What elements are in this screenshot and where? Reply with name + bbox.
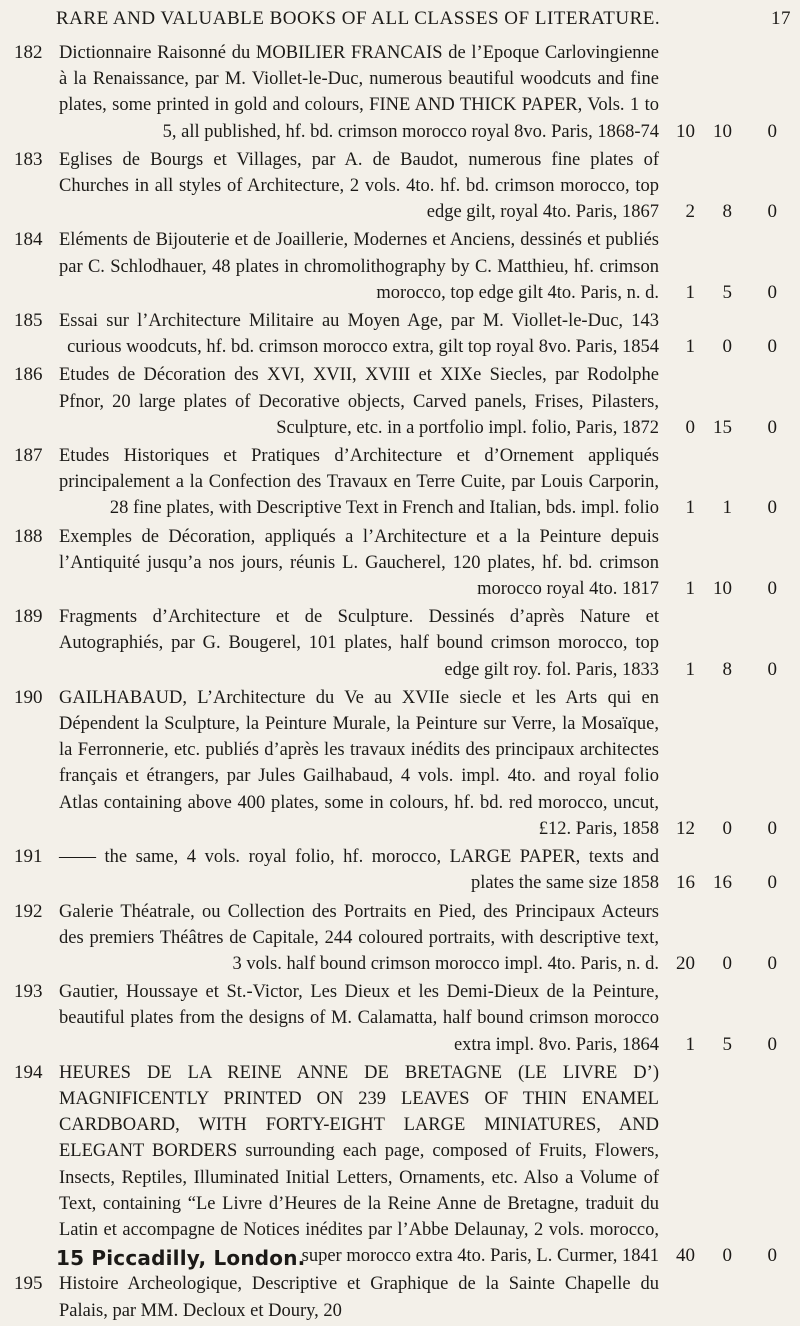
entry-description: Exemples de Décoration, appliqués a l’Architecture et a la Peinture depuis l’Antiquité jusqu’a nos jours, réunis L. Gaucherel, 120 plates, hf. bd. crimson morocco royal 4to. 1817: [59, 526, 659, 600]
entry-description: Etudes Historiques et Pratiques d’Architecture et d’Ornement appliqués principalement a la Confection des Travaux en Terre Cuite, par Louis Carporin, 28 fine plates, with Descriptive Text in French and Italian, bds. impl. folio: [59, 446, 659, 519]
entry-description: Histoire Archeologique, Descriptive et Graphique de la Sainte Chapelle du Palais, par MM. Decloux et Doury, 20: [59, 1274, 659, 1321]
entry-number: 188: [14, 525, 43, 547]
entry-description: Dictionnaire Raisonné du MOBILIER FRANCAIS de l’Epoque Carlovingienne à la Renaissance, par M. Viollet-le-Duc, numerous beautiful woodcuts and fine plates, some printed in gold and colours, FINE AND THICK PAPER, Vols. 1 to 5, all published, hf. bd. crimson morocco royal 8vo. Paris, 1868-74: [59, 43, 659, 142]
price-pence: 0: [767, 416, 777, 438]
entry-description: HEURES DE LA REINE ANNE DE BRETAGNE (LE LIVRE D’) MAGNIFICENTLY PRINTED ON 239 LEAVES OF THIN ENAMEL CARDBOARD, WITH FORTY-EIGHT LARGE MINIATURES, AND ELEGANT BORDERS surrounding each page, composed of Fruits, Flowers, Insects, Reptiles, Illuminated Initial Letters, Ornaments, etc. Also a Volume of Text, containing “Le Livre d’Heures de la Reine Anne de Bretagne, traduit du Latin et accompagne de Notices inédites par l’Abbe Delaunay, 2 vols. morocco, super morocco extra 4to. Paris, L. Curmer, 1841: [59, 1062, 659, 1267]
price-pounds: 40: [676, 1245, 695, 1267]
price-pence: 0: [767, 658, 777, 680]
entry-price: [670, 951, 800, 977]
entry-description: GAILHABAUD, L’Architecture du Ve au XVIIe siecle et les Arts qui en Dépendent la Sculpture, la Peinture Murale, la Peinture sur Verre, la Mosaïque, la Ferronnerie, etc. publiés d’après les travaux inédits des principaux architectes français et étrangers, par Jules Gailhabaud, 4 vols. impl. 4to. and royal folio Atlas containing above 400 plates, some in colours, hf. bd. red morocco, uncut, £12. Paris, 1858: [59, 687, 659, 839]
entry-price: [670, 816, 800, 842]
catalogue-entry: [0, 604, 800, 683]
entry-number: 193: [14, 981, 43, 1003]
price-pounds: 1: [685, 336, 695, 358]
price-pounds: 0: [685, 416, 695, 438]
price-shillings: 8: [722, 658, 732, 680]
price-shillings: 16: [713, 872, 732, 894]
price-pence: 0: [767, 578, 777, 600]
page-number: 17: [771, 8, 791, 29]
price-pounds: 10: [676, 120, 695, 142]
entry-description: Essai sur l’Architecture Militaire au Moyen Age, par M. Viollet-le-Duc, 143 curious woodcuts, hf. bd. crimson morocco extra, gilt top royal 8vo. Paris, 1854: [59, 311, 659, 358]
entry-price: [670, 334, 800, 360]
entry-number: 184: [14, 229, 43, 251]
price-pounds: 2: [685, 201, 695, 223]
entry-number: 191: [14, 846, 43, 868]
price-shillings: 8: [722, 201, 732, 223]
entry-description: Fragments d’Architecture et de Sculpture. Dessinés d’après Nature et Autographiés, par G. Bougerel, 101 plates, half bound crimson morocco, top edge gilt roy. fol. Paris, 1833: [59, 607, 659, 680]
price-pence: 0: [767, 872, 777, 894]
price-pounds: 16: [676, 872, 695, 894]
entry-number: 185: [14, 310, 43, 332]
price-shillings: 0: [722, 1245, 732, 1267]
entry-number: 190: [14, 686, 43, 708]
catalogue-entry: [0, 40, 800, 145]
price-pounds: 1: [685, 497, 695, 519]
entry-price: [670, 1032, 800, 1058]
publisher-address: 15 Piccadilly, London.: [56, 1246, 306, 1270]
entry-description: —— the same, 4 vols. royal folio, hf. morocco, LARGE PAPER, texts and plates the same size 1858: [59, 847, 659, 894]
entry-price: [670, 1243, 800, 1269]
price-pence: 0: [767, 952, 777, 974]
price-shillings: 15: [713, 416, 732, 438]
entry-number: 183: [14, 148, 43, 170]
price-shillings: 1: [722, 497, 732, 519]
price-pounds: 12: [676, 817, 695, 839]
entry-number: 182: [14, 42, 43, 63]
entry-price: [670, 415, 800, 441]
catalogue-entry: [0, 147, 800, 226]
price-pounds: 1: [685, 281, 695, 303]
price-shillings: 5: [722, 281, 732, 303]
entry-number: 194: [14, 1061, 43, 1083]
price-pence: 0: [767, 281, 777, 303]
catalogue-entry: [0, 308, 800, 360]
price-pence: 0: [767, 336, 777, 358]
price-shillings: 0: [722, 817, 732, 839]
price-pence: 0: [767, 817, 777, 839]
entry-price: [670, 119, 800, 145]
entry-price: [670, 280, 800, 306]
price-pence: 0: [767, 1245, 777, 1267]
price-pounds: 1: [685, 658, 695, 680]
price-shillings: 10: [713, 120, 732, 142]
catalogue-entry: [0, 524, 800, 603]
entry-description: Eléments de Bijouterie et de Joaillerie, Modernes et Anciens, dessinés et publiés par C. Schlodhauer, 48 plates in chromolithography by C. Matthieu, hf. crimson morocco, top edge gilt 4to. Paris, n. d.: [59, 230, 659, 303]
catalogue-entry: [0, 685, 800, 842]
price-shillings: 10: [713, 578, 732, 600]
price-pence: 0: [767, 120, 777, 142]
catalogue-entry: [0, 844, 800, 896]
catalogue-entry: [0, 443, 800, 522]
running-header: [0, 8, 800, 34]
catalogue-entries: [0, 40, 800, 1326]
price-shillings: 5: [722, 1033, 732, 1055]
entry-number: 192: [14, 900, 43, 922]
entry-number: 186: [14, 364, 43, 386]
entry-number: 195: [14, 1273, 43, 1295]
catalogue-entry: [0, 1060, 800, 1270]
entry-number: 187: [14, 445, 43, 467]
price-shillings: 0: [722, 336, 732, 358]
price-pounds: 20: [676, 952, 695, 974]
entry-description: Galerie Théatrale, ou Collection des Portraits en Pied, des Principaux Acteurs des premiers Théâtres de Capitale, 244 coloured portraits, with descriptive text, 3 vols. half bound crimson morocco impl. 4to. Paris, n. d.: [59, 901, 659, 974]
entry-description: Eglises de Bourgs et Villages, par A. de Baudot, numerous fine plates of Churches in all styles of Architecture, 2 vols. 4to. hf. bd. crimson morocco, top edge gilt, royal 4to. Paris, 1867: [59, 149, 659, 223]
price-pence: 0: [767, 1033, 777, 1055]
entry-description: Etudes de Décoration des XVI, XVII, XVIII et XIXe Siecles, par Rodolphe Pfnor, 20 large plates of Decorative objects, Carved panels, Frises, Pilasters, Sculpture, etc. in a portfolio impl. folio, Paris, 1872: [59, 365, 659, 438]
entry-price: [670, 657, 800, 683]
catalogue-entry: [0, 979, 800, 1058]
catalogue-entry: [0, 227, 800, 306]
catalogue-entry: [0, 899, 800, 978]
catalogue-entry: [0, 362, 800, 441]
entry-description: Gautier, Houssaye et St.-Victor, Les Dieux et les Demi-Dieux de la Peinture, beautiful plates from the designs of M. Calamatta, half bound crimson morocco extra impl. 8vo. Paris, 1864: [59, 982, 659, 1055]
entry-price: [670, 576, 800, 602]
price-pence: 0: [767, 497, 777, 519]
entry-price: [670, 495, 800, 521]
price-pounds: 1: [685, 578, 695, 600]
price-pounds: 1: [685, 1033, 695, 1055]
entry-number: 189: [14, 606, 43, 628]
price-pence: 0: [767, 201, 777, 223]
catalogue-entry: [0, 1271, 800, 1323]
entry-price: [670, 199, 800, 225]
header-title: RARE AND VALUABLE BOOKS OF ALL CLASSES OF LITERATURE.: [56, 8, 661, 29]
price-shillings: 0: [722, 952, 732, 974]
entry-price: [670, 870, 800, 896]
